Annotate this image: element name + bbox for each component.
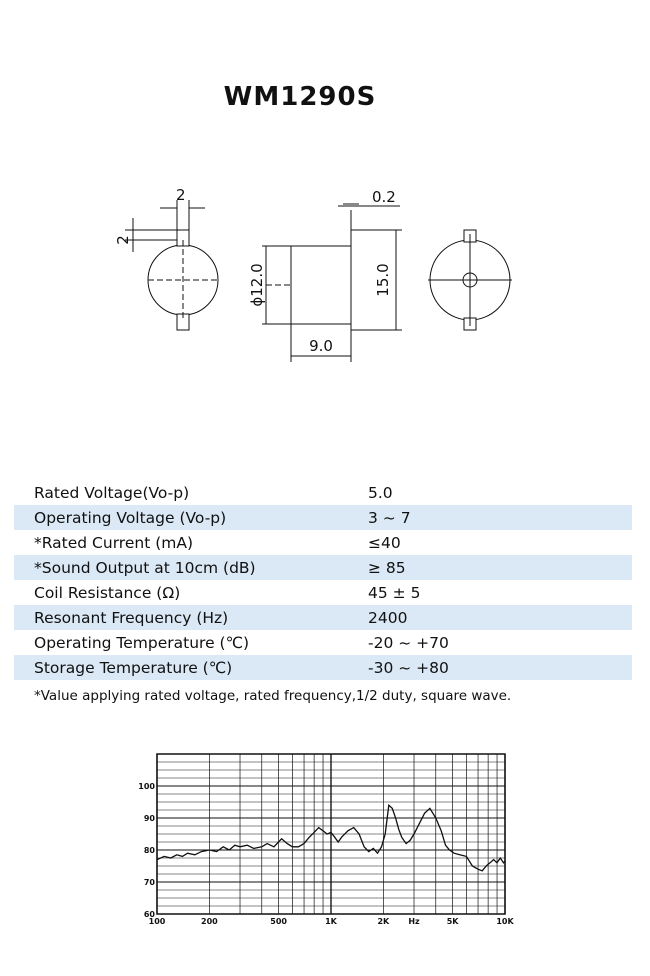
y-tick-label: 80	[143, 846, 155, 855]
x-tick-label: 100	[148, 917, 166, 926]
spec-row	[14, 580, 632, 605]
spec-value: -30 ~ +80	[368, 658, 449, 677]
y-tick-label: 90	[143, 814, 155, 823]
dim-length: 9.0	[309, 337, 333, 355]
spec-label: Operating Voltage (Vo-p)	[34, 508, 227, 527]
x-tick-label: 10K	[496, 917, 514, 926]
spec-value: 2400	[368, 608, 408, 627]
x-tick-label: 500	[270, 917, 287, 926]
spec-value: -20 ~ +70	[368, 633, 449, 652]
spec-row	[14, 630, 632, 655]
x-tick-label: 5K	[446, 917, 459, 926]
x-tick-label: 2K	[377, 917, 390, 926]
spec-value: 45 ± 5	[368, 583, 421, 602]
dim-diameter: ϕ12.0	[248, 263, 266, 307]
spec-row	[14, 505, 632, 530]
frequency-response-chart	[120, 746, 520, 932]
dim-thickness: 0.2	[372, 188, 396, 206]
spec-value: 3 ~ 7	[368, 508, 411, 527]
spec-value: 5.0	[368, 483, 393, 502]
spec-label: *Sound Output at 10cm (dB)	[34, 558, 256, 577]
spec-row	[14, 555, 632, 580]
dim-pin-height: 2	[114, 235, 132, 245]
spec-label: Operating Temperature (℃)	[34, 633, 250, 652]
product-title: WM1290S	[223, 82, 377, 112]
y-tick-label: 100	[138, 782, 155, 791]
spec-label: Rated Voltage(Vo-p)	[34, 483, 190, 502]
x-tick-label: Hz	[408, 917, 420, 926]
front-view	[125, 200, 218, 330]
footnote: *Value applying rated voltage, rated frequency,1/2 duty, square wave.	[34, 688, 512, 704]
chart-grid	[157, 754, 505, 914]
dim-pin-width: 2	[176, 186, 186, 204]
x-tick-label: 200	[201, 917, 218, 926]
spec-row	[14, 530, 632, 555]
dimension-drawing	[0, 170, 560, 370]
spec-label: *Rated Current (mA)	[34, 533, 193, 552]
y-tick-label: 60	[143, 910, 155, 919]
spec-label: Resonant Frequency (Hz)	[34, 608, 229, 627]
spec-value: ≤40	[368, 533, 401, 552]
back-view	[428, 230, 512, 330]
x-tick-label: 1K	[325, 917, 337, 926]
dim-height: 15.0	[374, 263, 392, 297]
spec-label: Coil Resistance (Ω)	[34, 583, 181, 602]
spec-row	[14, 480, 632, 505]
spec-row	[14, 655, 632, 680]
spec-row	[14, 605, 632, 630]
y-tick-label: 70	[143, 878, 155, 887]
spec-label: Storage Temperature (℃)	[34, 658, 233, 677]
spec-table	[14, 480, 632, 680]
spec-value: ≥ 85	[368, 558, 406, 577]
